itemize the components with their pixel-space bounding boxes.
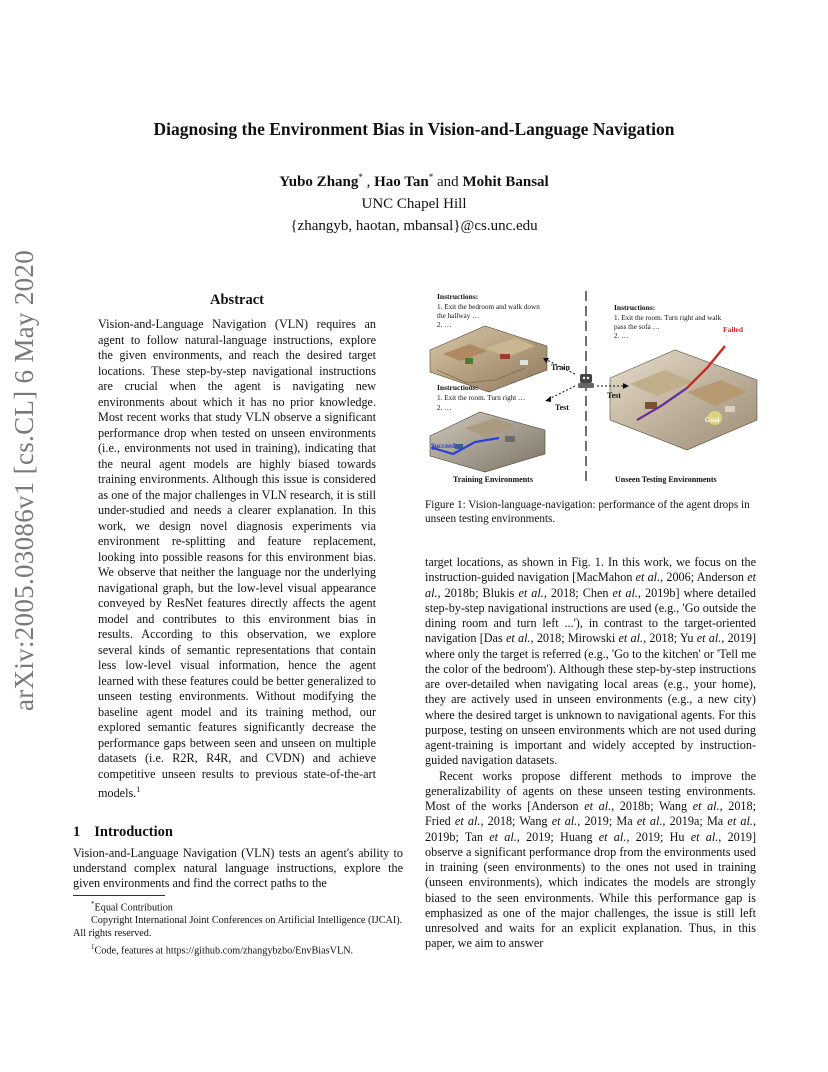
intro-section-number: 1 bbox=[73, 824, 81, 840]
abstract-footnote-mark: 1 bbox=[136, 785, 141, 794]
author-2: Hao Tan bbox=[374, 174, 429, 190]
label-train: Train bbox=[551, 363, 570, 372]
label-training-env: Training Environments bbox=[453, 475, 533, 484]
text: , 2019; Hu bbox=[626, 829, 691, 844]
figure-1-caption: Figure 1: Vision-language-navigation: performance of the agent drops in unseen testing environments. bbox=[425, 499, 750, 525]
footnote-1-text: Equal Contribution bbox=[94, 902, 173, 914]
unseen-house bbox=[610, 346, 757, 450]
label-goal: Goal bbox=[705, 416, 720, 424]
author-and: and bbox=[433, 174, 463, 190]
text: Recent works propose different methods to improve the generalizability of agents on these unseen testing environments. Most of the works [Anderson bbox=[425, 768, 756, 813]
text: , 2018b; Blukis bbox=[437, 585, 519, 600]
test-instr-1: 1. Exit the room. Turn right and walk bbox=[614, 314, 722, 322]
arxiv-stamp bbox=[2, 249, 48, 711]
etal: et al. bbox=[635, 570, 661, 585]
footnote-3-mark: 1 bbox=[91, 942, 95, 951]
train-instr2-head: Instructions: bbox=[437, 383, 479, 392]
train-instr-1b: the hallway … bbox=[437, 312, 480, 320]
author-2-mark: * bbox=[428, 172, 434, 182]
text: , 2019; Huang bbox=[516, 829, 599, 844]
etal: et al. bbox=[425, 570, 756, 600]
paragraph-1 bbox=[425, 555, 756, 769]
text: , 2019a; Ma bbox=[662, 814, 728, 829]
etal: et al. bbox=[696, 631, 722, 646]
arxiv-id: arXiv:2005.03086v1 [cs.CL] 6 May 2020 bbox=[9, 249, 40, 711]
test-instr-1b: pass the sofa … bbox=[614, 323, 660, 331]
intro-heading-text: Introduction bbox=[94, 824, 173, 840]
text: , 2019b] where detailed step-by-step navigational instructions are used (e.g., 'Go outside the dining room and turn left ...'), in contrast to the target-oriented navigation [Das bbox=[425, 585, 757, 646]
author-3: Mohit Bansal bbox=[462, 174, 549, 190]
affiliation: UNC Chapel Hill bbox=[361, 196, 467, 212]
text: , 2018; Wang bbox=[480, 814, 552, 829]
etal: et al. bbox=[505, 631, 531, 646]
text: target locations, as shown in Fig. 1. In this work, we focus on the instruction-guided navigation [MacMahon bbox=[425, 555, 756, 585]
train-instr2-1: 1. Exit the room. Turn right … bbox=[437, 394, 526, 402]
etal: et al. bbox=[551, 814, 578, 829]
label-succeed: Succeed bbox=[431, 442, 456, 450]
train-instr-head: Instructions: bbox=[437, 292, 479, 301]
train-instr2-2: 2. … bbox=[437, 404, 452, 412]
test-instr-head: Instructions: bbox=[614, 303, 656, 312]
footnote-1 bbox=[73, 898, 403, 915]
author-1-mark: * bbox=[358, 172, 363, 182]
etal: et al. bbox=[454, 814, 481, 829]
text: , 2019b; Tan bbox=[425, 814, 756, 844]
text: , 2018; Fried bbox=[425, 799, 756, 829]
etal: et al. bbox=[598, 829, 627, 844]
etal: et al. bbox=[584, 799, 612, 813]
footnote-rule bbox=[73, 895, 165, 896]
text: , 2018; Yu bbox=[643, 631, 697, 646]
paragraph-2 bbox=[425, 769, 756, 952]
text: , 2019] observe a significant performance drop from the environments used in training (seen environments) to the ones not used in training (unseen environments), which indicates the models are strongly biased to the seen environments. While this performance gap is emphasized as one of the major challenges, the issue is still left unresolved and waits for an explicit explanation. Thus, in this paper, we aim to answer bbox=[425, 829, 757, 951]
etal: et al. bbox=[690, 829, 719, 844]
test-instr-2: 2. … bbox=[614, 332, 629, 340]
label-test-right: Test bbox=[607, 391, 621, 400]
etal: et al. bbox=[612, 585, 638, 600]
label-failed: Failed bbox=[723, 325, 743, 334]
text: , 2006; Anderson bbox=[660, 570, 748, 585]
etal: et al. bbox=[489, 829, 517, 844]
footnote-3 bbox=[73, 941, 403, 958]
abstract-heading: Abstract bbox=[210, 292, 264, 308]
text: , 2019; Ma bbox=[577, 814, 637, 829]
abstract-text bbox=[98, 317, 376, 802]
paper-title: Diagnosing the Environment Bias in Vision-and-Language Navigation bbox=[153, 119, 675, 139]
figure-1 bbox=[425, 288, 760, 488]
author-1: Yubo Zhang bbox=[279, 174, 359, 190]
abstract-paragraph: Vision-and-Language Navigation (VLN) requires an agent to follow natural-language instructions, explore the given environments, and reach the desired target locations. These step-by-step navigational instructions are crucial when the agent is navigating new environments about which it has no prior knowledge. Most recent works that study VLN observe a significant performance drop when tested on unseen environments (i.e., environments not used in training), indicating that the neural agent models are highly biased towards training environments. Although this issue is considered as one of the major challenges in VLN research, it is still under-studied and needs a clearer explanation. In this work, we design novel diagnosis experiments via environment re-splitting and feature replacement, looking into possible reasons for this environment bias. We observe that neither the language nor the underlying navigational graph, but the low-level visual appearance conveyed by ResNet features directly affects the agent model and contributes to this environment bias in results. According to this observation, we explore several kinds of semantic representations that contain less low-level visual information, hence the agent learned with these features could be better generalized to unseen testing environments. Without modifying the baseline agent model and its training method, our explored semantic features significantly decrease the performance gaps between seen and unseen on multiple datasets (i.e. R2R, R4R, and CVDN) and achieve competitive unseen results to previous state-of-the-art models. bbox=[98, 317, 376, 801]
etal: et al. bbox=[518, 585, 544, 600]
arrow-test-left bbox=[547, 386, 575, 400]
footnote-3-text: Code, features at https://github.com/zhangybzbo/EnvBiasVLN. bbox=[94, 945, 354, 957]
footnote-1-mark: * bbox=[91, 900, 95, 908]
intro-text: Vision-and-Language Navigation (VLN) tests an agent's ability to understand complex natural language instructions, explore the given environments and find the correct paths to the bbox=[73, 846, 403, 891]
email: {zhangyb, haotan, mbansal}@cs.unc.edu bbox=[290, 218, 538, 234]
text: , 2019] where only the target is referred (e.g., 'Go to the kitchen' or 'Tell me the color of the bedroom'). Although these step-by-step instructions are over-detailed when navigating local areas (e.g., your home), they are actively used in unseen environments (e.g., a new city) where the desired target is unknown to navigational agents. For this purpose, testing on unseen environments which are not used during agent-training is important and widely accepted by instruction-guided navigation datasets. bbox=[425, 631, 757, 768]
author-list bbox=[60, 172, 768, 191]
intro-heading bbox=[73, 824, 173, 841]
etal: et al. bbox=[727, 814, 753, 829]
train-instr-2: 2. … bbox=[437, 321, 452, 329]
footnote-copyright: Copyright International Joint Conferences on Artificial Intelligence (IJCAI). All rights reserved. bbox=[73, 915, 403, 939]
etal: et al. bbox=[618, 631, 644, 646]
train-instr-1: 1. Exit the bedroom and walk down bbox=[437, 303, 540, 311]
author-separator: , bbox=[362, 174, 375, 190]
text: , 2018; Mirowski bbox=[530, 631, 619, 646]
robot-icon bbox=[578, 374, 594, 388]
etal: et al. bbox=[636, 814, 663, 829]
label-test-left: Test bbox=[555, 403, 569, 412]
label-unseen-env: Unseen Testing Environments bbox=[615, 475, 717, 484]
etal: et al. bbox=[692, 799, 720, 813]
footnotes bbox=[73, 898, 403, 958]
right-column-text bbox=[425, 555, 756, 952]
text: , 2018; Chen bbox=[543, 585, 613, 600]
text: , 2018b; Wang bbox=[611, 799, 693, 813]
